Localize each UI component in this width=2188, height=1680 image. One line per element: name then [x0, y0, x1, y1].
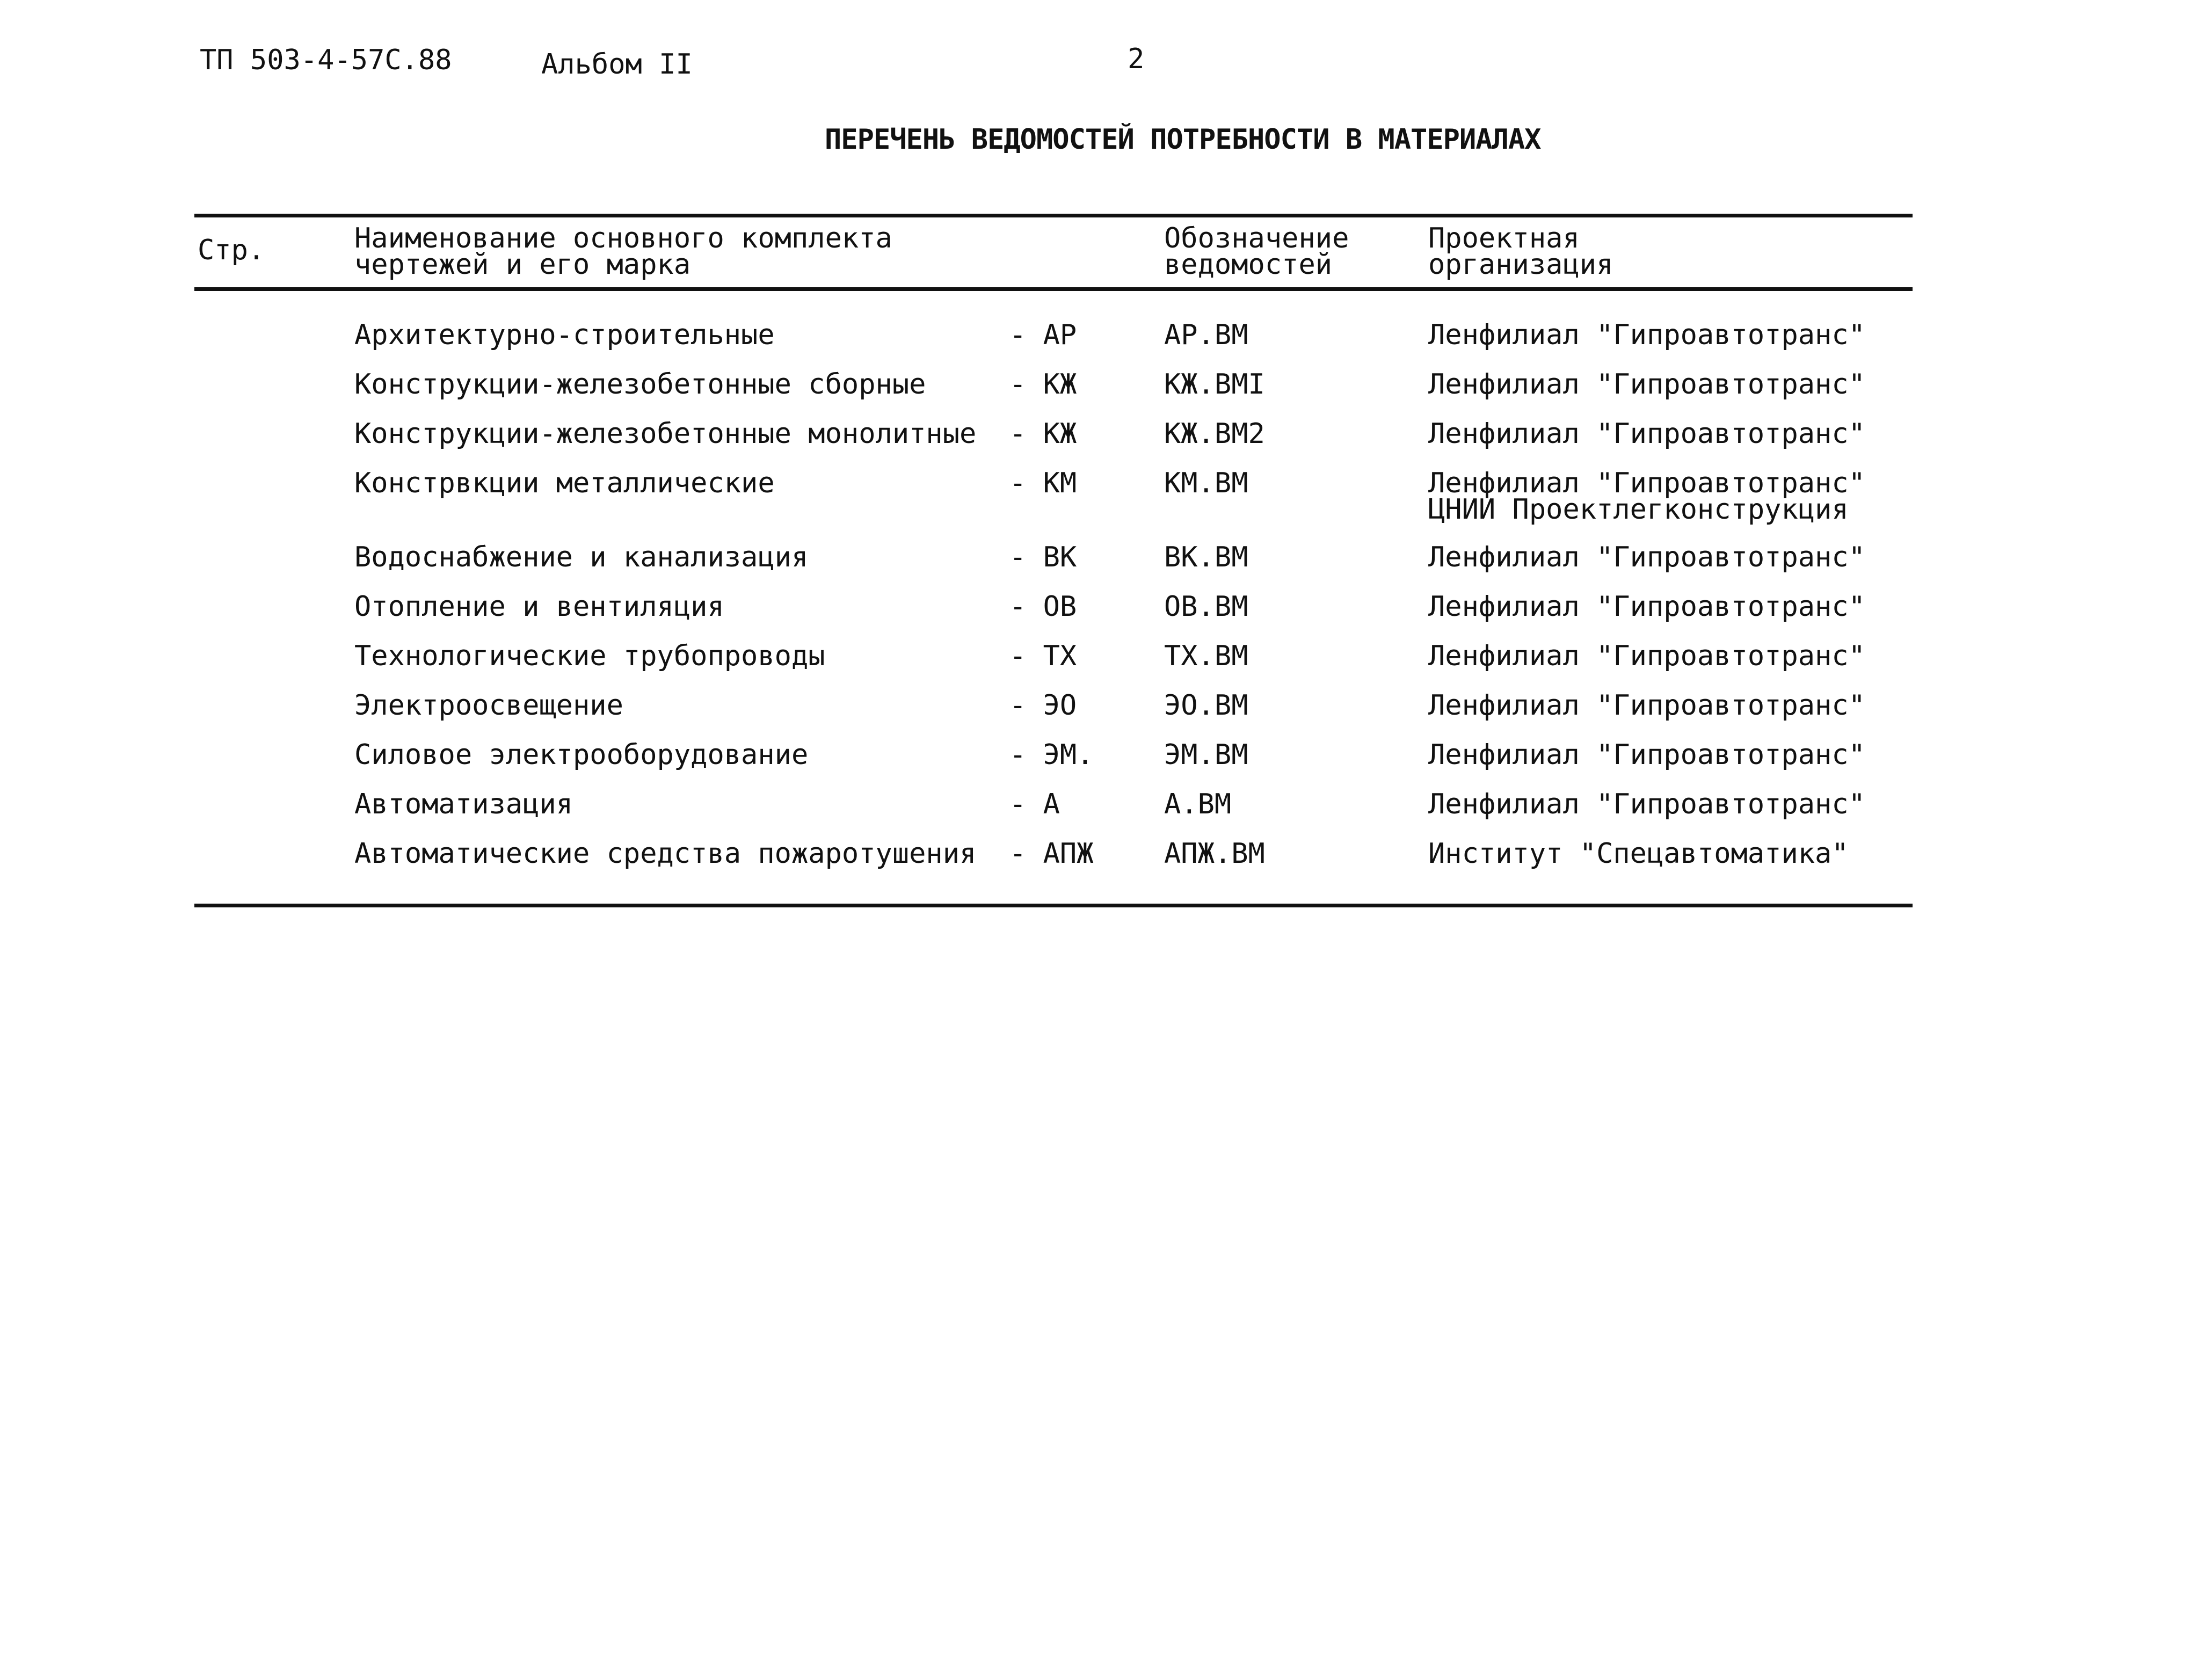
row-name: Электроосвещение: [354, 689, 623, 722]
page-title: ПЕРЕЧЕНЬ ВЕДОМОСТЕЙ ПОТРЕБНОСТИ В МАТЕРИАЛАХ: [825, 123, 1541, 156]
row-name: Водоснабжение и канализация: [354, 541, 809, 573]
row-doc: ЭМ.ВМ: [1164, 739, 1248, 771]
col-header-doc: Обозначение ведомостей: [1164, 222, 1349, 281]
row-mark: - ЭО: [1009, 689, 1077, 722]
row-doc: КМ.ВМ: [1164, 467, 1248, 499]
row-name: Автоматизация: [354, 788, 573, 820]
row-org: Институт "Спецавтоматика": [1428, 838, 1849, 870]
row-org: Ленфилиал "Гипроавтотранс": [1428, 788, 1865, 820]
row-name: Технологические трубопроводы: [354, 640, 825, 672]
row-doc: А.ВМ: [1164, 788, 1232, 820]
row-mark: - АР: [1009, 319, 1077, 351]
row-org: Ленфилиал "Гипроавтотранс": [1428, 418, 1865, 450]
row-org: Ленфилиал "Гипроавтотранс": [1428, 640, 1865, 672]
album-label: Альбом II: [541, 48, 693, 81]
table-header-rule: [194, 287, 1913, 291]
row-doc: ТХ.ВМ: [1164, 640, 1248, 672]
row-doc: ВК.ВМ: [1164, 541, 1248, 573]
row-mark: - КЖ: [1009, 418, 1077, 450]
row-doc: АР.ВМ: [1164, 319, 1248, 351]
row-doc: ОВ.ВМ: [1164, 591, 1248, 623]
page-number: 2: [1128, 43, 1145, 75]
row-org: Ленфилиал "Гипроавтотранс": [1428, 368, 1865, 401]
row-org: Ленфилиал "Гипроавтотранс": [1428, 319, 1865, 351]
row-name: Констрвкции металлические: [354, 467, 775, 499]
row-name: Силовое электрооборудование: [354, 739, 809, 771]
row-mark: - ВК: [1009, 541, 1077, 573]
row-doc: КЖ.ВМ2: [1164, 418, 1265, 450]
row-doc: АПЖ.ВМ: [1164, 838, 1265, 870]
table-bottom-rule: [194, 904, 1913, 907]
table-top-rule: [194, 214, 1913, 217]
document-code: ТП 503-4-57С.88: [200, 44, 452, 76]
row-mark: - ТХ: [1009, 640, 1077, 672]
row-mark: - ОВ: [1009, 591, 1077, 623]
row-doc: ЭО.ВМ: [1164, 689, 1248, 722]
row-mark: - ЭМ.: [1009, 739, 1094, 771]
row-mark: - АПЖ: [1009, 838, 1094, 870]
row-org: Ленфилиал "Гипроавтотранс" ЦНИИ Проектлегконструкция: [1428, 467, 1865, 526]
col-header-page: Стр.: [198, 234, 265, 266]
row-name: Конструкции-железобетонные сборные: [354, 368, 926, 401]
row-name: Архитектурно-строительные: [354, 319, 775, 351]
row-doc: КЖ.ВМI: [1164, 368, 1265, 401]
col-header-name: Наименование основного комплекта чертежей и его марка: [354, 222, 892, 281]
row-mark: - КЖ: [1009, 368, 1077, 401]
row-name: Конструкции-железобетонные монолитные: [354, 418, 977, 450]
row-org: Ленфилиал "Гипроавтотранс": [1428, 541, 1865, 573]
row-org: Ленфилиал "Гипроавтотранс": [1428, 739, 1865, 771]
col-header-org: Проектная организация: [1428, 222, 1613, 281]
row-org: Ленфилиал "Гипроавтотранс": [1428, 591, 1865, 623]
row-mark: - А: [1009, 788, 1060, 820]
row-name: Отопление и вентиляция: [354, 591, 724, 623]
row-org: Ленфилиал "Гипроавтотранс": [1428, 689, 1865, 722]
row-name: Автоматические средства пожаротушения: [354, 838, 977, 870]
row-mark: - КМ: [1009, 467, 1077, 499]
